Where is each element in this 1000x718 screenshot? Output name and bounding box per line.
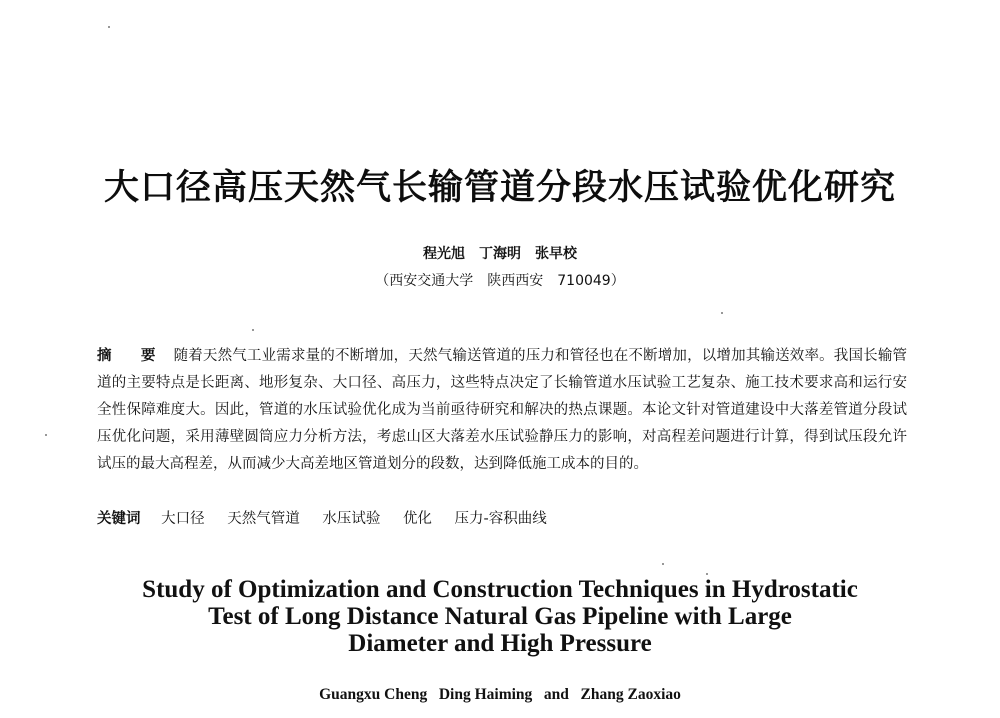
keyword: 大口径 [161, 511, 205, 527]
chinese-keywords [97, 506, 907, 533]
scan-speck [662, 563, 664, 565]
chinese-title: 大口径高压天然气长输管道分段水压试验优化研究 [103, 167, 896, 208]
keyword: 水压试验 [322, 511, 381, 527]
scan-speck [252, 329, 254, 331]
english-title-line: Study of Optimization and Construction Techniques in Hydrostatic [142, 576, 858, 603]
scan-speck [706, 573, 708, 575]
keywords-label: 关键词 [97, 511, 141, 527]
english-title-line: Test of Long Distance Natural Gas Pipeline with Large [208, 603, 792, 630]
scan-speck [108, 26, 110, 28]
keyword: 优化 [402, 511, 432, 527]
abstract-text: 随着天然气工业需求量的不断增加，天然气输送管道的压力和管径也在不断增加，以增加其输送效率。我国长输管道的主要特点是长距离、地形复杂、大口径、高压力，这些特点决定了长输管道水压试验工艺复杂、施工技术要求高和运行安全性保障难度大。因此，管道的水压试验优化成为当前亟待研究和解决的热点课题。本论文针对管道建设中大落差管道分段试压优化问题，采用薄壁圆筒应力分析方法，考虑山区大落差水压试验静压力的影响，对高程差问题进行计算，得到试压段允许试压的最大高程差，从而减少大高差地区管道划分的段数，达到降低施工成本的目的。 [97, 348, 907, 472]
scan-speck [721, 312, 723, 314]
english-authors: Guangxu Cheng Ding Haiming and Zhang Zaoxiao [319, 686, 681, 703]
english-title-line: Diameter and High Pressure [348, 630, 652, 657]
abstract-label: 摘 要 [97, 348, 168, 364]
english-title [0, 576, 1000, 657]
chinese-abstract [97, 343, 907, 478]
keyword: 压力-容积曲线 [454, 511, 547, 527]
chinese-affiliation: （西安交通大学 陕西西安 710049） [375, 273, 625, 289]
scan-speck [45, 434, 47, 436]
keyword: 天然气管道 [227, 511, 300, 527]
chinese-authors: 程光旭 丁海明 张早校 [423, 246, 577, 262]
